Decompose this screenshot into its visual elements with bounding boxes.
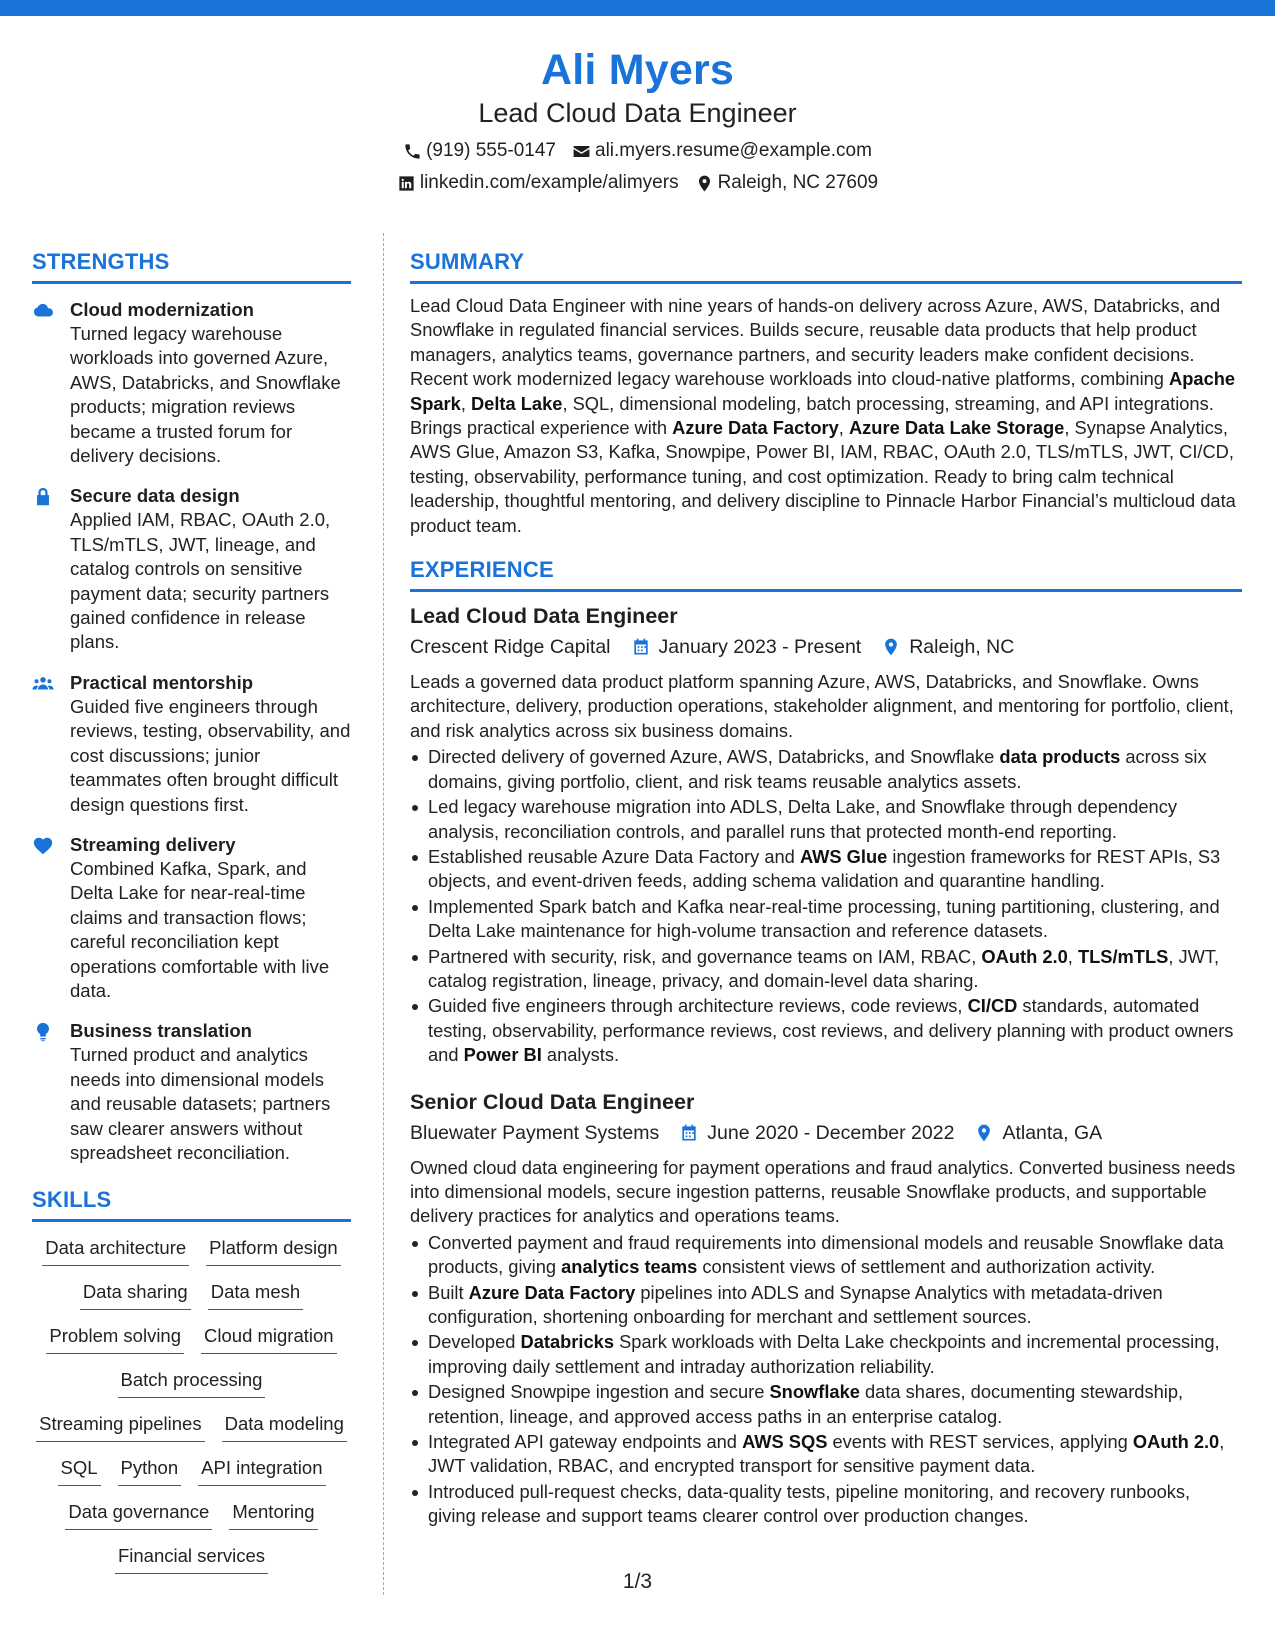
calendar-icon	[631, 637, 651, 657]
skill-tag: Platform design	[206, 1232, 341, 1266]
text-segment: , Synapse Analytics, AWS Glue, Amazon S3, Kafka, Snowpipe, Power BI, IAM, RBAC, OAuth 2.0, TLS/mTLS, JWT, CI/CD, testing, observability, performance tuning, and cost optimization. Ready to bring calm technical leadership, thoughtful mentoring, and delivery discipline to Pinnacle Harbor Financial’s multicloud data product team.	[410, 417, 1236, 536]
strength-title: Cloud modernization	[70, 299, 254, 320]
job-entry	[410, 1088, 1242, 1529]
emphasis-text: analytics teams	[561, 1256, 698, 1278]
emphasis-text: CI/CD	[967, 995, 1018, 1017]
strength-title: Practical mentorship	[70, 671, 254, 693]
emphasis-text: AWS SQS	[742, 1431, 828, 1453]
skill-tag: Financial services	[115, 1540, 268, 1574]
bullet-item	[410, 1430, 1242, 1479]
linkedin-text[interactable]: linkedin.com/example/alimyers	[419, 172, 679, 193]
strength-body	[70, 671, 351, 817]
text-segment: Guided five engineers through architecture reviews, code reviews,	[428, 995, 968, 1017]
phone-contact	[403, 139, 556, 163]
bullet-item	[410, 895, 1242, 944]
email-contact[interactable]	[572, 139, 872, 163]
emphasis-text: AWS Glue	[799, 845, 888, 867]
emphasis-text: Power BI	[463, 1044, 542, 1066]
skill-tag: Data mesh	[208, 1276, 303, 1310]
bullet-item	[410, 1330, 1242, 1379]
bullet-item	[410, 1380, 1242, 1429]
strength-icon-wrap	[32, 1019, 70, 1165]
map-pin-icon	[695, 174, 714, 193]
text-segment: Converted payment and fraud requirements into dimensional models and reusable Snowflake data products, giving	[428, 1231, 1224, 1278]
emphasis-text: Databricks	[520, 1331, 614, 1353]
job-company: Bluewater Payment Systems	[410, 1121, 660, 1144]
skills-list	[32, 1232, 351, 1574]
text-segment: analysts.	[541, 1044, 620, 1066]
skill-tag: SQL	[58, 1452, 101, 1486]
skill-tag: Mentoring	[229, 1496, 317, 1530]
resume-header	[0, 44, 1275, 195]
summary-paragraph	[410, 294, 1242, 538]
strength-title: Streaming delivery	[70, 833, 236, 855]
bullet-item	[410, 1231, 1242, 1280]
emphasis-text: Snowflake	[769, 1381, 860, 1403]
envelope-icon	[572, 142, 591, 161]
users-icon	[32, 673, 54, 695]
contact-row-1	[0, 139, 1275, 163]
linkedin-icon	[397, 174, 416, 193]
map-pin-icon	[881, 637, 901, 657]
phone-text: (919) 555-0147	[426, 140, 556, 161]
text-segment: , JWT, catalog registration, lineage, privacy, and domain-level data sharing.	[428, 945, 1220, 991]
skill-tag: API integration	[198, 1452, 325, 1486]
candidate-name: Ali Myers	[541, 46, 734, 94]
job-entry	[410, 602, 1242, 1068]
text-segment: Developed	[428, 1331, 521, 1353]
strength-icon-wrap	[32, 484, 70, 654]
text-segment: Lead Cloud Data Engineer with nine years of hands-on delivery across Azure, AWS, Databricks, and Snowflake in regulated financial services. Builds secure, reusable data products that help product managers, analytics teams, governance partners, and security leaders make confident decisions. Recent work modernized legacy warehouse workloads into cloud-native platforms, combining	[410, 295, 1221, 390]
strength-body	[70, 833, 351, 1003]
skill-tag: Cloud migration	[201, 1320, 337, 1354]
emphasis-text: Azure Data Lake Storage	[848, 417, 1065, 439]
text-segment: Established reusable Azure Data Factory and	[428, 845, 800, 867]
strength-icon-wrap	[32, 671, 70, 817]
email-text[interactable]: ali.myers.resume@example.com	[595, 140, 872, 161]
strength-item	[32, 833, 351, 1003]
location-text: Raleigh, NC 27609	[717, 172, 879, 193]
right-column	[410, 248, 1242, 1529]
column-divider	[383, 233, 384, 1595]
location-contact	[695, 171, 879, 195]
skills-heading: SKILLS	[32, 1186, 351, 1222]
cloud-icon	[32, 300, 54, 322]
text-segment: consistent views of settlement and authorization activity.	[697, 1256, 1156, 1278]
job-description: Owned cloud data engineering for payment operations and fraud analytics. Converted business needs into dimensional models, secure ingestion patterns, reusable Snowflake products, and supportable delivery practices for analytics and operations teams.	[410, 1156, 1236, 1227]
calendar-icon	[679, 1123, 699, 1143]
strength-icon-wrap	[32, 833, 70, 1003]
emphasis-text: TLS/mTLS	[1077, 945, 1169, 967]
bullet-item	[410, 1281, 1242, 1330]
emphasis-text: Delta Lake	[470, 392, 563, 414]
job-title: Lead Cloud Data Engineer	[410, 604, 678, 629]
bullet-item	[410, 945, 1242, 994]
strength-text: Guided five engineers through reviews, testing, observability, and cost discussions; junior teammates often brought difficult design questions first.	[70, 695, 351, 815]
strength-text: Turned legacy warehouse workloads into governed Azure, AWS, Databricks, and Snowflake products; migration reviews became a trusted forum for delivery decisions.	[70, 323, 341, 467]
text-segment: ,	[1067, 945, 1078, 967]
job-title: Senior Cloud Data Engineer	[410, 1089, 695, 1114]
text-segment: Designed Snowpipe ingestion and secure	[428, 1381, 770, 1403]
job-description: Leads a governed data product platform spanning Azure, AWS, Databricks, and Snowflake. Owns architecture, delivery, production operations, stakeholder alignment, and mentoring for portfolio, client, and risk analytics across six business domains.	[410, 671, 1234, 741]
text-segment: ingestion frameworks for REST APIs, S3 objects, and event-driven feeds, adding schema validation and quarantine handling.	[428, 845, 1221, 892]
text-segment: Led legacy warehouse migration into ADLS, Delta Lake, and Snowflake through dependency analysis, reconciliation controls, and parallel runs that protected month-end reporting.	[428, 796, 1178, 842]
bullet-item	[410, 845, 1242, 894]
strength-item	[32, 1019, 351, 1165]
candidate-role: Lead Cloud Data Engineer	[478, 98, 797, 128]
text-segment: Spark workloads with Delta Lake checkpoints and incremental processing, improving daily settlement and intraday authorization reliability.	[428, 1331, 1220, 1377]
job-meta	[410, 634, 1242, 660]
strength-item	[32, 484, 351, 654]
emphasis-text: Azure Data Factory	[468, 1281, 636, 1303]
text-segment: Built	[428, 1281, 469, 1303]
skill-tag: Problem solving	[46, 1320, 184, 1354]
strength-text: Combined Kafka, Spark, and Delta Lake for near-real-time claims and transaction flows; careful reconciliation kept operations comfortable with live data.	[70, 857, 330, 1001]
lightbulb-icon	[32, 1021, 54, 1043]
lock-icon	[32, 486, 54, 508]
skill-tag: Data modeling	[222, 1408, 347, 1442]
heart-icon	[32, 835, 54, 857]
strength-icon-wrap	[32, 298, 70, 468]
skill-tag: Data sharing	[80, 1276, 191, 1310]
strengths-list	[32, 298, 351, 1165]
phone-icon	[403, 142, 422, 161]
strength-item	[32, 671, 351, 817]
text-segment: data shares, documenting stewardship, retention, lineage, and approved access paths in an enterprise catalog.	[428, 1381, 1184, 1427]
text-segment: , SQL, dimensional modeling, batch processing, streaming, and API integrations. Brings practical experience with	[410, 392, 1214, 439]
emphasis-text: data products	[999, 746, 1121, 768]
text-segment: Introduced pull-request checks, data-quality tests, pipeline monitoring, and recovery runbooks, giving release and support teams clearer control over production changes.	[428, 1480, 1191, 1527]
strength-text: Turned product and analytics needs into dimensional models and reusable datasets; partners saw clearer answers without spreadsheet reconciliation.	[70, 1044, 331, 1163]
jobs-list	[410, 602, 1242, 1529]
emphasis-text: OAuth 2.0	[1132, 1431, 1220, 1453]
emphasis-text: OAuth 2.0	[981, 945, 1068, 967]
text-segment: ,	[460, 392, 471, 414]
text-segment: Implemented Spark batch and Kafka near-real-time processing, tuning partitioning, clustering, and Delta Lake maintenance for high-volume transaction and reference datasets.	[428, 895, 1220, 942]
job-location: Atlanta, GA	[1002, 1121, 1103, 1144]
text-segment: , JWT validation, RBAC, and encrypted transport for sensitive payment data.	[428, 1431, 1225, 1477]
strengths-heading: STRENGTHS	[32, 248, 351, 284]
text-segment: Partnered with security, risk, and governance teams on IAM, RBAC,	[428, 945, 982, 967]
bullet-item	[410, 994, 1242, 1067]
job-location: Raleigh, NC	[909, 636, 1015, 659]
map-pin-icon	[974, 1123, 994, 1143]
text-segment: across six domains, giving portfolio, client, and risk teams reusable analytics assets.	[428, 746, 1207, 792]
bullet-item	[410, 745, 1242, 794]
job-bullets	[410, 1231, 1242, 1529]
skill-tag: Streaming pipelines	[36, 1408, 204, 1442]
text-segment: Directed delivery of governed Azure, AWS, Databricks, and Snowflake	[428, 746, 1000, 768]
text-segment: ,	[838, 417, 849, 439]
emphasis-text: Apache Spark	[410, 368, 1236, 414]
contact-row-2	[0, 171, 1275, 195]
strength-body	[70, 484, 351, 654]
skill-tag: Python	[118, 1452, 182, 1486]
strength-title: Secure data design	[70, 485, 240, 507]
experience-heading: EXPERIENCE	[410, 556, 1242, 592]
top-accent-bar	[0, 0, 1275, 16]
strength-text: Applied IAM, RBAC, OAuth 2.0, TLS/mTLS, JWT, lineage, and catalog controls on sensitive payment data; security partners gained confidence in release plans.	[70, 509, 331, 653]
strength-body	[70, 1019, 351, 1165]
bullet-item	[410, 795, 1242, 844]
linkedin-contact[interactable]	[397, 171, 679, 195]
job-meta	[410, 1120, 1242, 1146]
bullet-item	[410, 1480, 1242, 1529]
text-segment: pipelines into ADLS and Synapse Analytics with metadata-driven configuration, shortening onboarding for merchant and settlement sources.	[428, 1281, 1163, 1327]
strength-title: Business translation	[70, 1020, 252, 1042]
page-number: 1/3	[622, 1570, 653, 1593]
text-segment: Integrated API gateway endpoints and	[428, 1431, 743, 1453]
job-company: Crescent Ridge Capital	[410, 636, 611, 659]
job-dates: June 2020 - December 2022	[707, 1121, 955, 1144]
skill-tag: Batch processing	[118, 1364, 266, 1398]
text-segment: events with REST services, applying	[827, 1431, 1133, 1453]
job-bullets	[410, 745, 1242, 1067]
job-dates: January 2023 - Present	[658, 636, 862, 659]
skill-tag: Data architecture	[42, 1232, 189, 1266]
skill-tag: Data governance	[65, 1496, 212, 1530]
strength-item	[32, 298, 351, 468]
emphasis-text: Azure Data Factory	[672, 417, 839, 439]
left-column	[32, 248, 351, 1574]
summary-heading: SUMMARY	[410, 248, 1242, 284]
text-segment: standards, automated testing, observability, performance reviews, cost reviews, and delivery planning with product owners and	[428, 995, 1234, 1066]
strength-body	[70, 298, 351, 468]
